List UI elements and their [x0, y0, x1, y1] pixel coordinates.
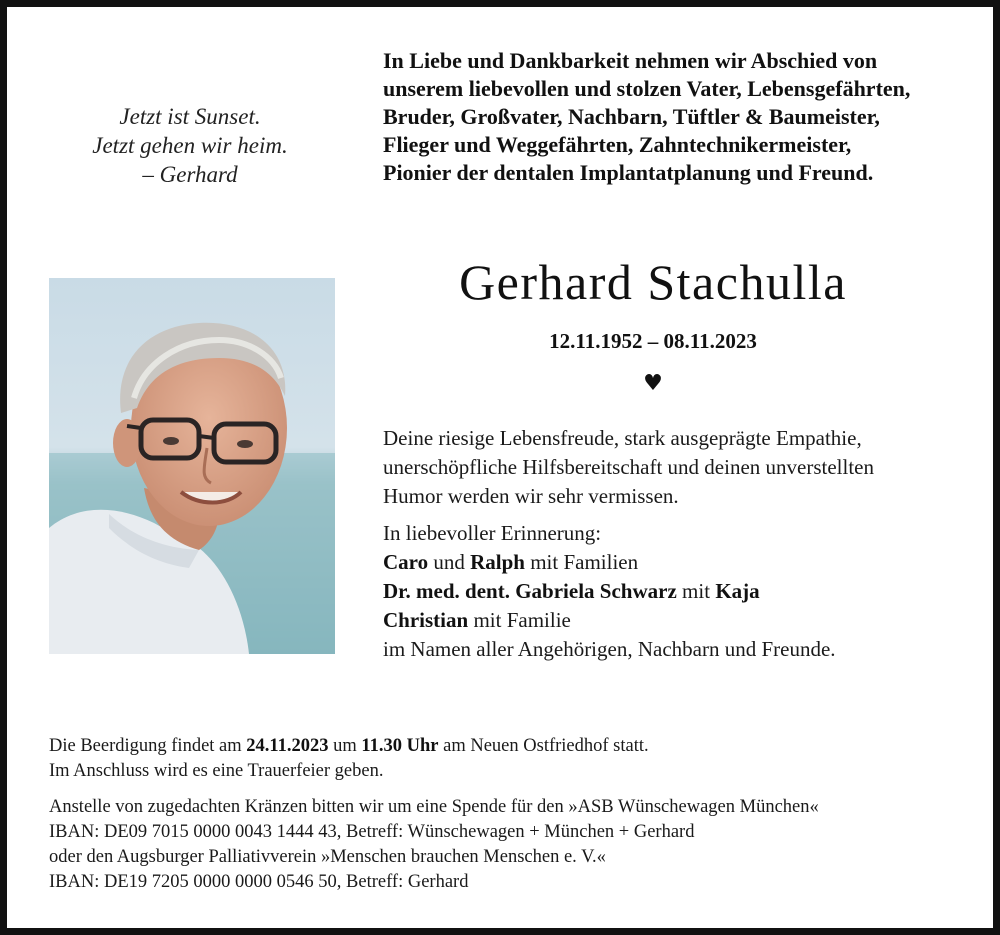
motto-line-1: Jetzt ist Sunset. — [119, 104, 261, 129]
portrait-photo — [49, 278, 335, 654]
deceased-name: Gerhard Stachulla — [459, 254, 847, 310]
mourners-closing: im Namen aller Angehörigen, Nachbarn und Freunde. — [383, 637, 836, 661]
mourner-text: mit Familien — [524, 550, 639, 574]
funeral-text: um — [328, 736, 362, 756]
donation-iban: IBAN: DE09 7015 0000 0043 1444 43, Betreff: Wünschewagen + München + Gerhard — [49, 822, 695, 842]
tribute-line: Humor werden wir sehr vermissen. — [383, 484, 679, 508]
donation-notice — [49, 795, 979, 895]
intro-line: Flieger und Weggefährten, Zahntechnikermeister, — [383, 132, 852, 157]
tribute-line: unerschöpfliche Hilfsbereitschaft und deinen unverstellten — [383, 455, 874, 479]
mourner-line — [383, 548, 973, 577]
donation-line: oder den Augsburger Palliativverein »Menschen brauchen Menschen e. V.« — [49, 847, 606, 867]
mourners-list — [383, 519, 973, 664]
intro-line: In Liebe und Dankbarkeit nehmen wir Abschied von — [383, 48, 878, 73]
mourner-name: Ralph — [470, 550, 525, 574]
donation-iban: IBAN: DE19 7205 0000 0000 0546 50, Betreff: Gerhard — [49, 872, 469, 892]
motto-line-2: Jetzt gehen wir heim. — [92, 133, 288, 158]
funeral-line: Im Anschluss wird es eine Trauerfeier geben. — [49, 761, 384, 781]
mourner-line — [383, 577, 973, 606]
mourners-heading: In liebevoller Erinnerung: — [383, 521, 602, 545]
intro-line: unserem liebevollen und stolzen Vater, Lebensgefährten, — [383, 76, 911, 101]
life-dates: 12.11.1952 – 08.11.2023 — [549, 329, 757, 353]
donation-line: Anstelle von zugedachten Kränzen bitten wir um eine Spende für den »ASB Wünschewagen München« — [49, 797, 819, 817]
funeral-time: 11.30 Uhr — [361, 736, 439, 756]
mourner-text: mit — [676, 579, 716, 603]
intro-line: Bruder, Großvater, Nachbarn, Tüftler & Baumeister, — [383, 104, 880, 129]
funeral-line — [49, 734, 969, 759]
mourner-name: Kaja — [715, 579, 760, 603]
mourner-text: mit Familie — [468, 608, 571, 632]
funeral-text: Die Beerdigung findet am — [49, 736, 247, 756]
tribute-line: Deine riesige Lebensfreude, stark ausgeprägte Empathie, — [383, 426, 862, 450]
mourner-name: Caro — [383, 550, 429, 574]
intro-text — [383, 47, 973, 187]
motto-quote — [50, 102, 330, 189]
mourner-text: und — [428, 550, 471, 574]
funeral-notice — [49, 734, 969, 784]
motto-attribution: – Gerhard — [142, 162, 238, 187]
mourner-name: Christian — [383, 608, 469, 632]
funeral-text: am Neuen Ostfriedhof statt. — [438, 736, 649, 756]
tribute-text — [383, 424, 973, 511]
heart-icon: ♥ — [643, 371, 663, 396]
mourner-name: Dr. med. dent. Gabriela Schwarz — [383, 579, 677, 603]
funeral-date: 24.11.2023 — [246, 736, 329, 756]
intro-line: Pionier der dentalen Implantatplanung und Freund. — [383, 160, 874, 185]
mourner-line — [383, 606, 973, 635]
